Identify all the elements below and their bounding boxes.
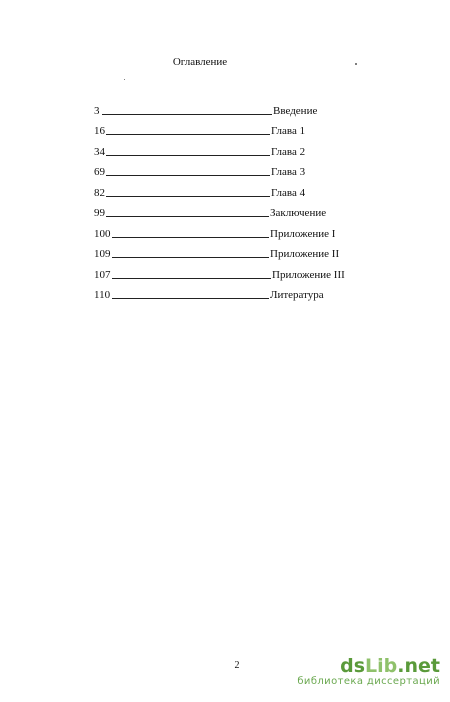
toc-leader-line — [106, 186, 270, 197]
toc-entry — [94, 96, 364, 117]
toc-page-number: 34 — [94, 145, 105, 158]
watermark-subtitle: библиотека диссертаций — [297, 676, 440, 687]
toc-entry-label: Глава 1 — [271, 125, 306, 137]
watermark — [297, 656, 440, 688]
toc-entry — [94, 178, 364, 199]
toc-page-number: 100 — [94, 227, 111, 240]
toc-leader-line — [102, 104, 272, 115]
toc-entry-label: Литература — [270, 289, 324, 301]
toc-entry-label: Глава 2 — [271, 145, 306, 158]
watermark-logo-net: .net — [397, 655, 440, 677]
toc-entry — [94, 260, 364, 281]
scan-speck — [124, 79, 125, 80]
toc-entry-label: Введение — [273, 104, 318, 117]
toc-leader-line — [112, 227, 269, 238]
watermark-logo-ds: ds — [340, 655, 366, 677]
toc-title: Оглавление — [172, 56, 228, 68]
toc-page-number: 110 — [94, 289, 111, 301]
toc-entry — [94, 281, 364, 302]
toc-entry — [94, 158, 364, 179]
toc-page-number: 82 — [94, 186, 105, 199]
toc-leader-line — [112, 268, 271, 279]
toc-entry — [94, 137, 364, 158]
toc-page-number: 3 — [94, 104, 100, 117]
toc-entry-label: Приложение II — [270, 248, 340, 260]
watermark-logo-lib: Lib — [365, 655, 398, 677]
toc-entry — [94, 219, 364, 240]
page-number: 2 — [234, 660, 240, 671]
toc-entry — [94, 117, 364, 138]
toc-entry-label: Глава 4 — [271, 186, 306, 199]
toc-page-number: 16 — [94, 125, 105, 137]
toc-leader-line — [106, 165, 270, 176]
toc-page-number: 107 — [94, 268, 111, 281]
scan-speck — [355, 63, 357, 65]
toc-leader-line — [106, 145, 270, 156]
toc-leader-line — [106, 124, 270, 135]
toc-page-number: 69 — [94, 166, 105, 178]
table-of-contents — [94, 96, 364, 301]
watermark-logo — [297, 656, 440, 676]
toc-entry-label: Заключение — [270, 207, 327, 219]
toc-leader-line — [112, 288, 269, 299]
toc-entry-label: Глава 3 — [271, 166, 306, 178]
toc-page-number: 99 — [94, 207, 105, 219]
toc-leader-line — [106, 206, 269, 217]
toc-entry-label: Приложение I — [270, 227, 336, 240]
toc-entry — [94, 240, 364, 261]
toc-entry — [94, 199, 364, 220]
toc-leader-line — [112, 247, 269, 258]
toc-page-number: 109 — [94, 248, 111, 260]
toc-entry-label: Приложение III — [272, 268, 345, 281]
